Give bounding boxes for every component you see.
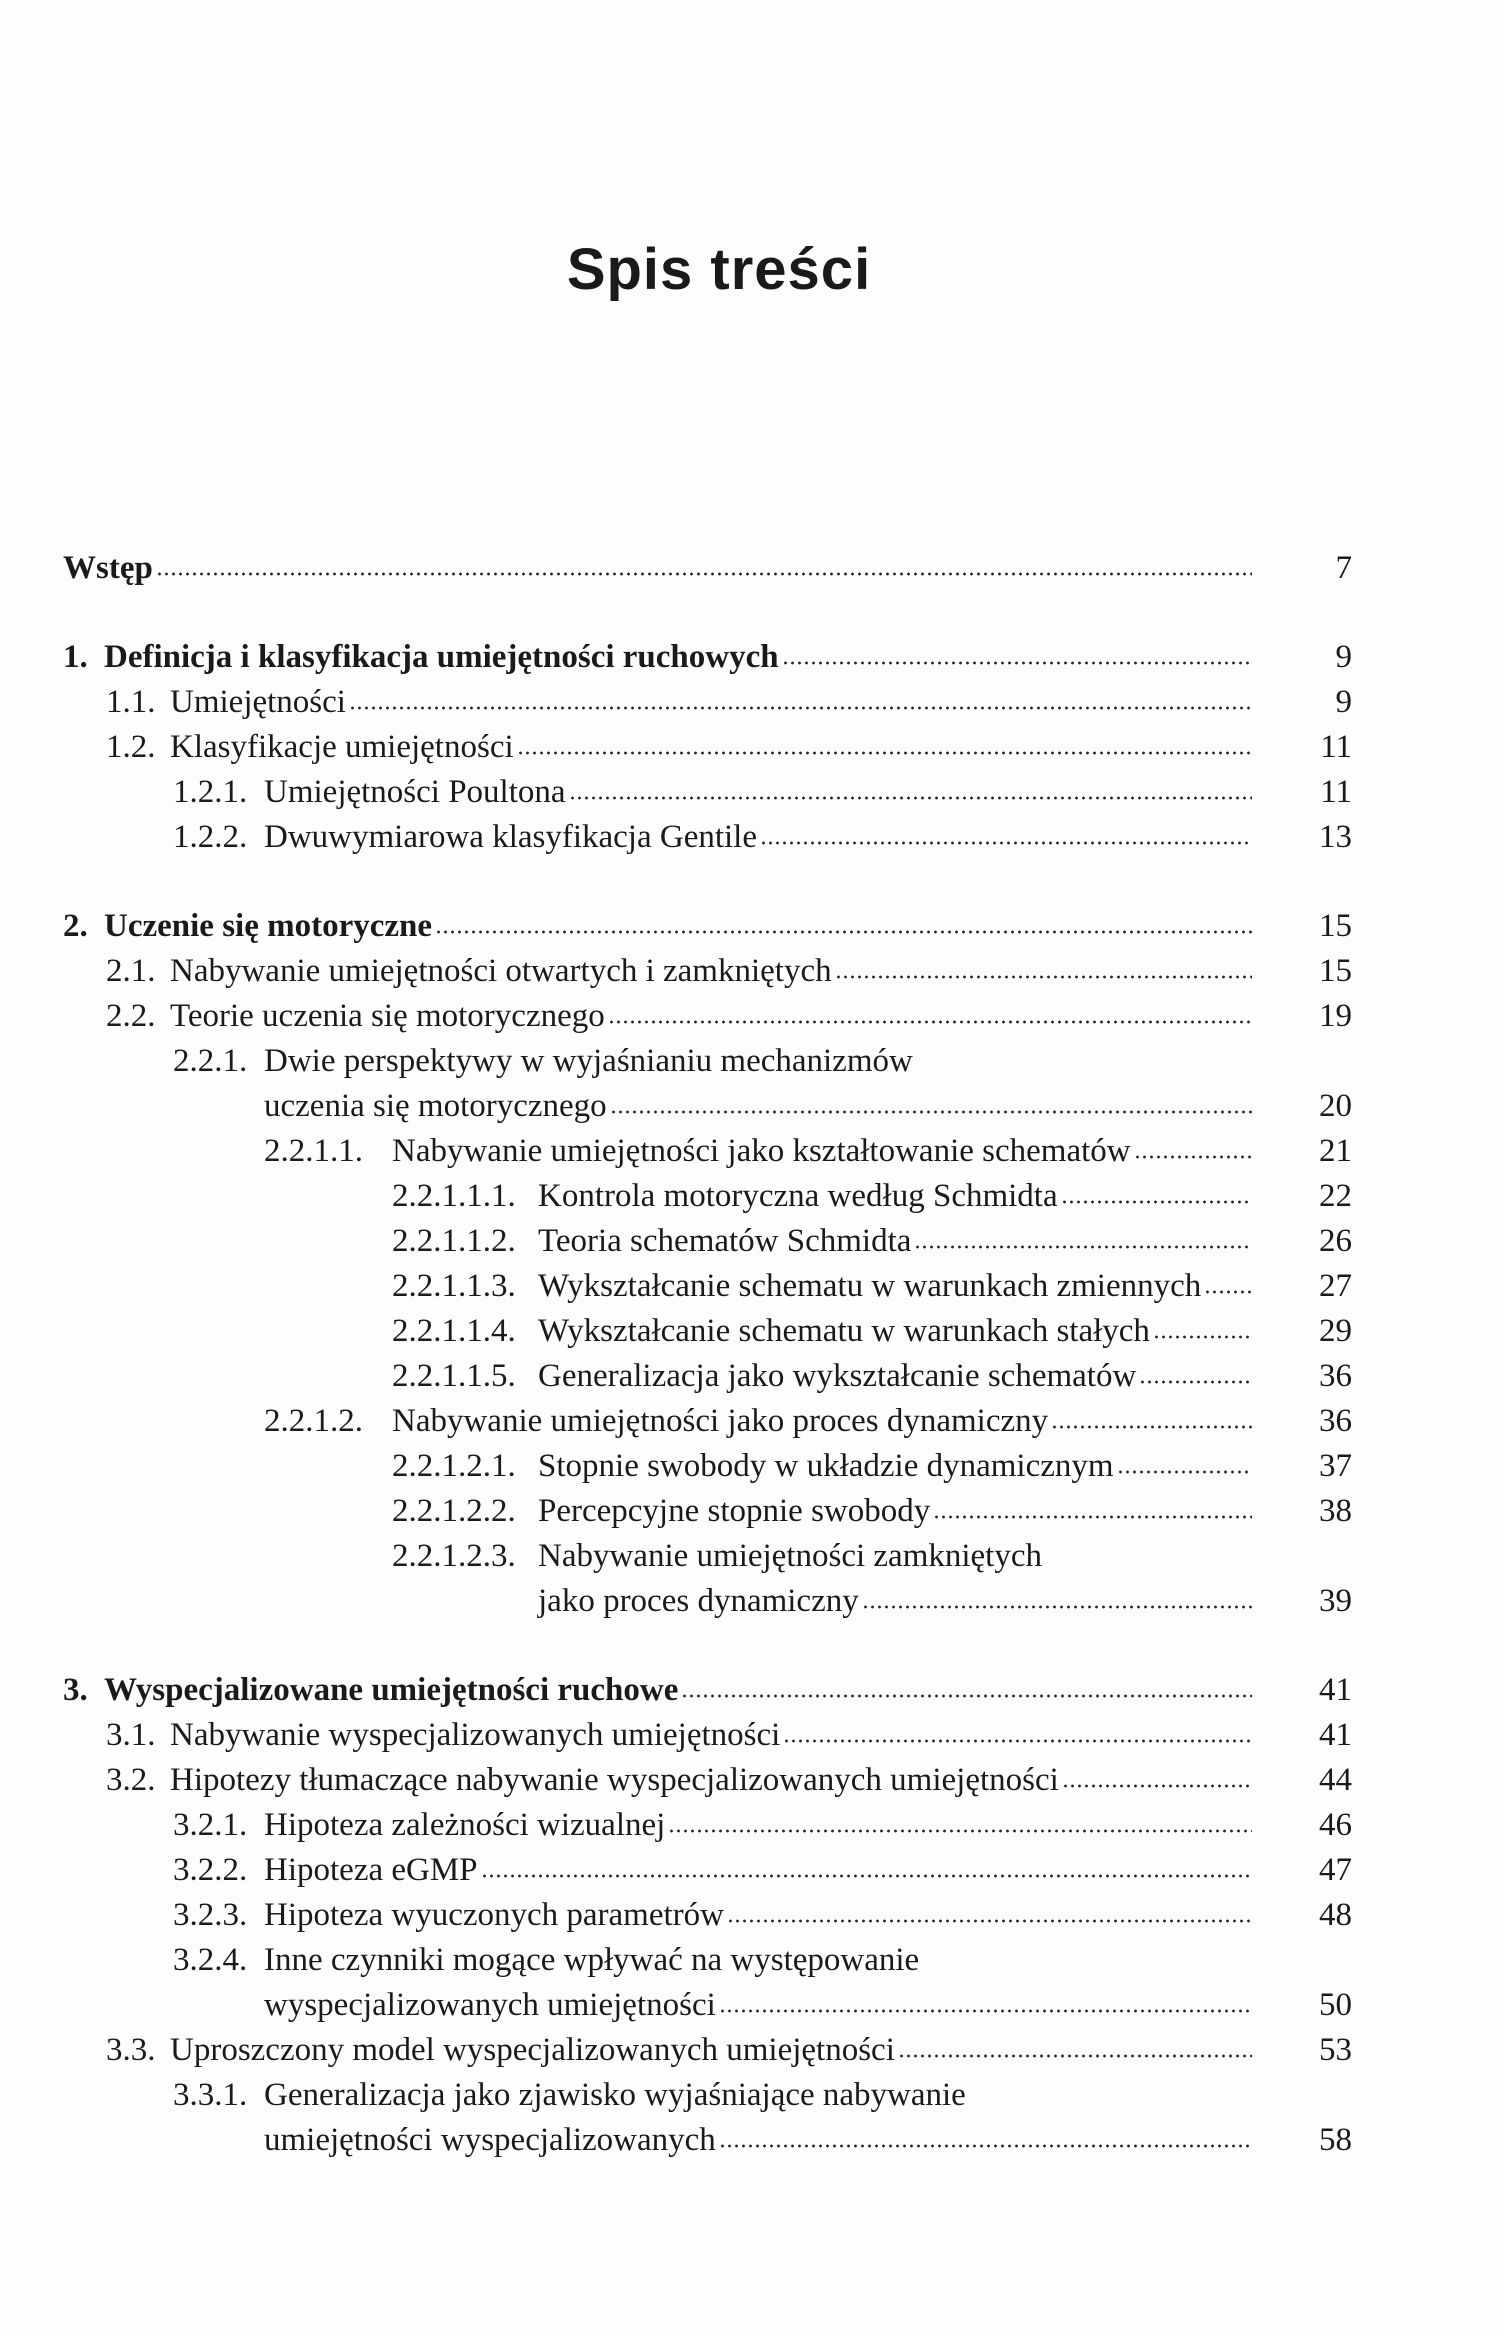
page-number: 29 bbox=[1319, 1313, 1352, 1349]
entry-title: umiejętności wyspecjalizowanych bbox=[264, 2122, 716, 2158]
toc-entry[interactable] bbox=[0, 1084, 1502, 1129]
toc-entry[interactable] bbox=[0, 635, 1502, 680]
page-number: 58 bbox=[1319, 2122, 1352, 2158]
entry-title: Uczenie się motoryczne bbox=[104, 908, 433, 944]
entry-title: Nabywanie wyspecjalizowanych umiejętności bbox=[170, 1717, 781, 1753]
entry-title: Hipotezy tłumaczące nabywanie wyspecjalizowanych umiejętności bbox=[170, 1762, 1059, 1798]
entry-title: Wstęp bbox=[63, 550, 153, 586]
entry-title: Umiejętności Poultona bbox=[264, 774, 566, 810]
toc-entry[interactable] bbox=[0, 2028, 1502, 2073]
toc-entry[interactable] bbox=[0, 1174, 1502, 1219]
toc-entry[interactable] bbox=[0, 1489, 1502, 1534]
toc-entry[interactable] bbox=[0, 904, 1502, 949]
page-number: 44 bbox=[1319, 1762, 1352, 1798]
toc-entry[interactable] bbox=[0, 1264, 1502, 1309]
page-number: 11 bbox=[1320, 774, 1352, 810]
entry-title: Wykształcanie schematu w warunkach zmiennych bbox=[538, 1268, 1202, 1304]
dot-leader bbox=[1062, 1784, 1252, 1788]
toc-entry[interactable] bbox=[0, 1354, 1502, 1399]
dot-leader bbox=[782, 661, 1252, 665]
entry-title: Stopnie swobody w układzie dynamicznym bbox=[538, 1448, 1114, 1484]
entry-number: 2.2.1.2. bbox=[264, 1403, 363, 1439]
dot-leader bbox=[668, 1829, 1252, 1833]
entry-number: 2.2.1.1.3. bbox=[392, 1268, 516, 1304]
page-number: 36 bbox=[1319, 1358, 1352, 1394]
entry-number: 3.2.4. bbox=[173, 1942, 248, 1978]
entry-number: 3.3.1. bbox=[173, 2077, 248, 2113]
page-number: 53 bbox=[1319, 2032, 1352, 2068]
entry-number: 2.2.1.2.3. bbox=[392, 1538, 516, 1574]
toc-entry[interactable] bbox=[0, 1848, 1502, 1893]
dot-leader bbox=[898, 2054, 1252, 2058]
entry-number: 2. bbox=[63, 908, 88, 944]
page-number: 38 bbox=[1319, 1493, 1352, 1529]
dot-leader bbox=[862, 1605, 1252, 1609]
toc-entry[interactable] bbox=[0, 725, 1502, 770]
entry-title: Hipoteza eGMP bbox=[264, 1852, 478, 1888]
entry-title: Kontrola motoryczna według Schmidta bbox=[538, 1178, 1058, 1214]
toc-entry[interactable] bbox=[0, 815, 1502, 860]
entry-title: Generalizacja jako wykształcanie schematów bbox=[538, 1358, 1137, 1394]
page-number: 9 bbox=[1335, 684, 1352, 720]
toc-entry[interactable] bbox=[0, 1534, 1502, 1579]
entry-number: 2.2.1. bbox=[173, 1043, 248, 1079]
entry-title: Wykształcanie schematu w warunkach stałych bbox=[538, 1313, 1150, 1349]
entry-number: 2.1. bbox=[106, 953, 156, 989]
page-number: 36 bbox=[1319, 1403, 1352, 1439]
entry-number: 3.2.2. bbox=[173, 1852, 248, 1888]
page-title: Spis treści bbox=[566, 237, 872, 302]
page-number: 50 bbox=[1319, 1987, 1352, 2023]
page-number: 37 bbox=[1319, 1448, 1352, 1484]
dot-leader bbox=[719, 2144, 1252, 2148]
entry-number: 1.2.1. bbox=[173, 774, 248, 810]
dot-leader bbox=[481, 1874, 1252, 1878]
dot-leader bbox=[1061, 1200, 1252, 1204]
toc-entry[interactable] bbox=[0, 1803, 1502, 1848]
page-number: 47 bbox=[1319, 1852, 1352, 1888]
entry-title: Hipoteza wyuczonych parametrów bbox=[264, 1897, 724, 1933]
entry-title: Definicja i klasyfikacja umiejętności ruchowych bbox=[104, 639, 779, 675]
dot-leader bbox=[783, 1739, 1252, 1743]
toc-entry[interactable] bbox=[0, 546, 1502, 591]
page-number: 21 bbox=[1319, 1133, 1352, 1169]
page-number: 41 bbox=[1319, 1672, 1352, 1708]
entry-number: 3.2.3. bbox=[173, 1897, 248, 1933]
dot-leader bbox=[156, 572, 1252, 576]
entry-title: Nabywanie umiejętności jako kształtowanie schematów bbox=[392, 1133, 1131, 1169]
entry-number: 3.2.1. bbox=[173, 1807, 248, 1843]
entry-number: 2.2.1.1.2. bbox=[392, 1223, 516, 1259]
entry-title: uczenia się motorycznego bbox=[264, 1088, 607, 1124]
toc-entry[interactable] bbox=[0, 1713, 1502, 1758]
entry-title: Wyspecjalizowane umiejętności ruchowe bbox=[104, 1672, 679, 1708]
entry-title: Hipoteza zależności wizualnej bbox=[264, 1807, 666, 1843]
entry-number: 1.2. bbox=[106, 729, 156, 765]
toc-section bbox=[0, 904, 1502, 1624]
toc-entry[interactable] bbox=[0, 2073, 1502, 2118]
toc-entry[interactable] bbox=[0, 1668, 1502, 1713]
toc-entry[interactable] bbox=[0, 770, 1502, 815]
entry-number: 1.2.2. bbox=[173, 819, 248, 855]
toc-entry[interactable] bbox=[0, 1444, 1502, 1489]
page-number: 19 bbox=[1319, 998, 1352, 1034]
page-number: 27 bbox=[1319, 1268, 1352, 1304]
page-number: 22 bbox=[1319, 1178, 1352, 1214]
page-number: 13 bbox=[1319, 819, 1352, 855]
entry-title: Nabywanie umiejętności otwartych i zamkniętych bbox=[170, 953, 832, 989]
entry-title: Umiejętności bbox=[170, 684, 346, 720]
dot-leader bbox=[349, 706, 1252, 710]
page-number: 15 bbox=[1319, 908, 1352, 944]
toc-entry[interactable] bbox=[0, 1219, 1502, 1264]
toc-entry[interactable] bbox=[0, 1938, 1502, 1983]
toc-entry[interactable] bbox=[0, 994, 1502, 1039]
dot-leader bbox=[435, 930, 1252, 934]
dot-leader bbox=[835, 975, 1252, 979]
dot-leader bbox=[569, 796, 1252, 800]
toc-entry[interactable] bbox=[0, 1758, 1502, 1803]
dot-leader bbox=[1117, 1470, 1252, 1474]
page-number: 15 bbox=[1319, 953, 1352, 989]
toc-entry[interactable] bbox=[0, 1399, 1502, 1444]
toc-entry[interactable] bbox=[0, 1893, 1502, 1938]
toc-section bbox=[0, 635, 1502, 860]
table-of-contents bbox=[0, 546, 1502, 2207]
entry-title: Teoria schematów Schmidta bbox=[538, 1223, 912, 1259]
toc-entry[interactable] bbox=[0, 680, 1502, 725]
toc-entry[interactable] bbox=[0, 1579, 1502, 1624]
entry-number: 2.2. bbox=[106, 998, 156, 1034]
dot-leader bbox=[719, 2009, 1252, 2013]
entry-title: Generalizacja jako zjawisko wyjaśniające nabywanie bbox=[264, 2077, 966, 2113]
entry-title: Klasyfikacje umiejętności bbox=[170, 729, 514, 765]
page-number: 11 bbox=[1320, 729, 1352, 765]
entry-number: 1.1. bbox=[106, 684, 156, 720]
dot-leader bbox=[608, 1020, 1252, 1024]
entry-number: 3.2. bbox=[106, 1762, 156, 1798]
page-number: 41 bbox=[1319, 1717, 1352, 1753]
dot-leader bbox=[610, 1110, 1252, 1114]
entry-number: 2.2.1.1.4. bbox=[392, 1313, 516, 1349]
page-number: 9 bbox=[1335, 639, 1352, 675]
entry-number: 2.2.1.1. bbox=[264, 1133, 363, 1169]
dot-leader bbox=[1204, 1290, 1252, 1294]
entry-title: Nabywanie umiejętności zamkniętych bbox=[538, 1538, 1042, 1574]
dot-leader bbox=[914, 1245, 1252, 1249]
entry-title: wyspecjalizowanych umiejętności bbox=[264, 1987, 716, 2023]
toc-entry[interactable] bbox=[0, 1129, 1502, 1174]
entry-number: 2.2.1.1.5. bbox=[392, 1358, 516, 1394]
dot-leader bbox=[681, 1694, 1252, 1698]
dot-leader bbox=[1153, 1335, 1252, 1339]
page-number: 46 bbox=[1319, 1807, 1352, 1843]
toc-entry[interactable] bbox=[0, 2118, 1502, 2163]
entry-title: Dwuwymiarowa klasyfikacja Gentile bbox=[264, 819, 758, 855]
dot-leader bbox=[1139, 1380, 1252, 1384]
entry-title: Inne czynniki mogące wpływać na występowanie bbox=[264, 1942, 920, 1978]
entry-number: 1. bbox=[63, 639, 88, 675]
toc-section bbox=[0, 546, 1502, 591]
entry-number: 2.2.1.1.1. bbox=[392, 1178, 516, 1214]
dot-leader bbox=[1051, 1425, 1252, 1429]
page-number: 48 bbox=[1319, 1897, 1352, 1933]
toc-entry[interactable] bbox=[0, 1039, 1502, 1084]
entry-title: Uproszczony model wyspecjalizowanych umiejętności bbox=[170, 2032, 895, 2068]
dot-leader bbox=[760, 841, 1252, 845]
page-number: 7 bbox=[1335, 550, 1352, 586]
dot-leader bbox=[933, 1515, 1252, 1519]
entry-title: Percepcyjne stopnie swobody bbox=[538, 1493, 931, 1529]
entry-title: Nabywanie umiejętności jako proces dynamiczny bbox=[392, 1403, 1049, 1439]
toc-entry[interactable] bbox=[0, 1309, 1502, 1354]
entry-number: 2.2.1.2.2. bbox=[392, 1493, 516, 1529]
entry-number: 3.3. bbox=[106, 2032, 156, 2068]
entry-title: jako proces dynamiczny bbox=[538, 1583, 859, 1619]
toc-entry[interactable] bbox=[0, 1983, 1502, 2028]
toc-section bbox=[0, 1668, 1502, 2163]
dot-leader bbox=[1134, 1155, 1252, 1159]
entry-number: 3. bbox=[63, 1672, 88, 1708]
entry-title: Dwie perspektywy w wyjaśnianiu mechanizmów bbox=[264, 1043, 913, 1079]
entry-number: 2.2.1.2.1. bbox=[392, 1448, 516, 1484]
page-number: 26 bbox=[1319, 1223, 1352, 1259]
toc-entry[interactable] bbox=[0, 949, 1502, 994]
dot-leader bbox=[727, 1919, 1252, 1923]
page-number: 20 bbox=[1319, 1088, 1352, 1124]
dot-leader bbox=[517, 751, 1252, 755]
entry-number: 3.1. bbox=[106, 1717, 156, 1753]
entry-title: Teorie uczenia się motorycznego bbox=[170, 998, 605, 1034]
page-number: 39 bbox=[1319, 1583, 1352, 1619]
